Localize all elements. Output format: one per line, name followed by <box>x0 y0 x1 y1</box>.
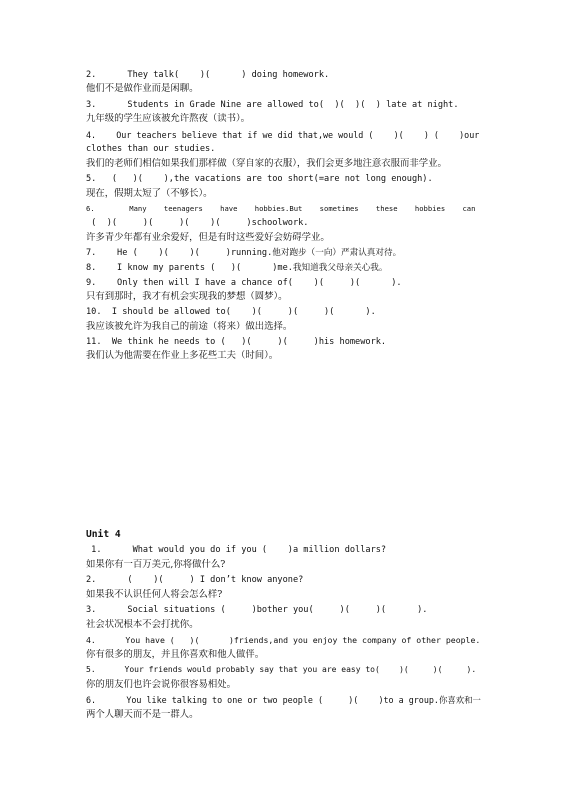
unit4-translation-6: 两个人聊天而不是一群人。 <box>86 709 199 720</box>
exercise-sentence-11: 11. We think he needs to ( )( )( )his homework. <box>86 337 387 347</box>
unit4-sentence-6: 6. You like talking to one or two people ( )( )to a group.你喜欢和一 <box>86 695 481 705</box>
translation-10: 我应该被允许为我自己的前途（将来）做出选择。 <box>86 321 293 332</box>
exercise-sentence-8: 8. I know my parents ( )( )me.我知道我父母亲关心我。 <box>86 263 388 273</box>
unit4-translation-4: 你有很多的朋友，并且你喜欢和他人做伴。 <box>86 649 265 660</box>
exercise-sentence-6: 6. Many teenagers have hobbies.But sometimes these hobbies can <box>86 204 476 213</box>
unit4-translation-5: 你的朋友们也许会说你很容易相处。 <box>86 679 237 690</box>
exercise-sentence-5: 5. ( )( ),the vacations are too short(=are not long enough). <box>86 174 433 184</box>
exercise-sentence-4: 4. Our teachers believe that if we did that,we would ( )( ) ( )our <box>86 130 480 140</box>
unit4-translation-2: 如果我不认识任何人将会怎么样? <box>86 589 223 600</box>
unit4-sentence-4: 4. You have ( )( )friends,and you enjoy the company of other people. <box>86 635 481 645</box>
translation-6: 许多青少年都有业余爱好，但是有时这些爱好会妨碍学业。 <box>86 232 330 243</box>
translation-5: 现在，假期太短了（不够长）。 <box>86 188 213 199</box>
unit4-sentence-2: 2. ( )( ) I don’t know anyone? <box>86 575 304 585</box>
exercise-sentence-4-cont: clothes than our studies. <box>86 144 216 154</box>
unit4-translation-1: 如果你有一百万美元,你将做什么? <box>86 559 226 570</box>
section-heading: Unit 4 <box>86 529 121 540</box>
exercise-sentence-2: 2. They talk( )( ) doing homework. <box>86 70 330 80</box>
exercise-sentence-3: 3. Students in Grade Nine are allowed to( )( )( ) late at night. <box>86 100 459 110</box>
translation-11: 我们认为他需要在作业上多花些工夫（时间）。 <box>86 350 279 361</box>
unit4-sentence-1: 1. What would you do if you ( )a million dollars? <box>86 545 387 555</box>
translation-3: 九年级的学生应该被允许熬夜（读书）。 <box>86 113 251 124</box>
unit4-sentence-5: 5. Your friends would probably say that you are easy to( )( )( ). <box>86 665 477 674</box>
unit4-sentence-3: 3. Social situations ( )bother you( )( )( ). <box>86 605 428 615</box>
exercise-sentence-6-cont: ( )( )( )( )( )schoolwork. <box>86 218 309 228</box>
unit4-translation-3: 社会状况根本不会打扰你。 <box>86 619 199 630</box>
exercise-sentence-10: 10. I should be allowed to( )( )( )( ). <box>86 307 376 317</box>
translation-2: 他们不是做作业而是闲聊。 <box>86 83 199 94</box>
translation-4: 我们的老师们相信如果我们那样做（穿自家的衣服），我们会更多地注意衣服而非学业。 <box>86 158 447 169</box>
translation-9: 只有到那时，我才有机会实现我的梦想（圆梦）。 <box>86 291 288 302</box>
exercise-sentence-9: 9. Only then will I have a chance of( )( )( ). <box>86 278 402 288</box>
exercise-sentence-7: 7. He ( )( )( )running.他对跑步（一向）严肃认真对待。 <box>86 248 402 258</box>
